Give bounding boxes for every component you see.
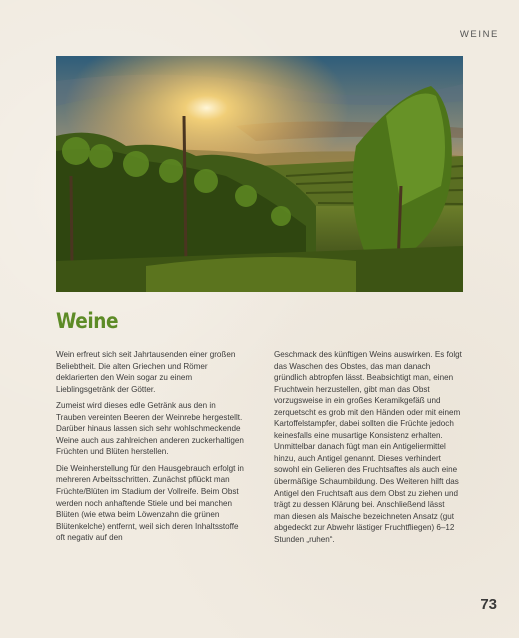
paragraph: Wein erfreut sich seit Jahrtausenden einer großen Beliebtheit. Die alten Griechen und Römer deklarierten den Wein sogar zu einem Lieblingsgetränk der Götter. xyxy=(56,350,236,394)
paragraph: Die Weinherstellung für den Hausgebrauch erfolgt in mehreren Arbeitsschritten. Zunächst pflückt man Früchte/Blüten im Stadium der Vollreife. Beim Obst werden noch anhaftende Stiele und bei manchen Blüten (wie etwa beim Löwenzahn die grünen Blütenkelche) entfernt, weil sich deren Inhaltsstoffe oft negativ auf den xyxy=(56,463,244,543)
vineyard-photo-drawing xyxy=(56,56,463,292)
right-text-column xyxy=(274,349,462,550)
paragraph: Zumeist wird dieses edle Getränk aus den in Trauben vereinten Beeren der Weinrebe hergestellt. Darüber hinaus lassen sich sehr wohlschmeckende Weine auch aus zahlreichen anderen zuckerhaltigen Früchten und Blüten herstellen. xyxy=(56,401,244,457)
paragraph: Geschmack des künftigen Weins auswirken. Es folgt das Waschen des Obstes, das man danach gründlich abtropfen lässt. Beabsichtigt man, einen Fruchtwein herzustellen, gibt man das Obst vorzugsweise in ein großes Keramikgefäß und zerquetscht es grob mit den Händen oder mit einem Kartoffelstampfer, dabei sollten die Früchte jedoch keinesfalls eine musartige Konsistenz erhalten. Unmittelbar danach fügt man ein Antigeliermittel hinzu, auch Antigel genannt. Dieses verhindert sowohl ein Gelieren des Fruchtsaftes als auch eine übermäßige Schaumbildung. Des Weiteren hilft das Antigel den Fruchtsaft aus dem Obst zu ziehen und trägt zu dessen Klärung bei. Anschließend lässt man diesen als Maische bezeichneten Ansatz (gut abgedeckt zur Abwehr lästiger Fruchtfliegen) 6–12 Stunden „ruhen“. xyxy=(274,350,462,544)
section-heading: Weine xyxy=(56,309,119,333)
page-number: 73 xyxy=(480,596,497,613)
vineyard-sunset-photo xyxy=(56,56,463,292)
left-text-column xyxy=(56,349,244,549)
running-head: WEINE xyxy=(459,29,499,40)
